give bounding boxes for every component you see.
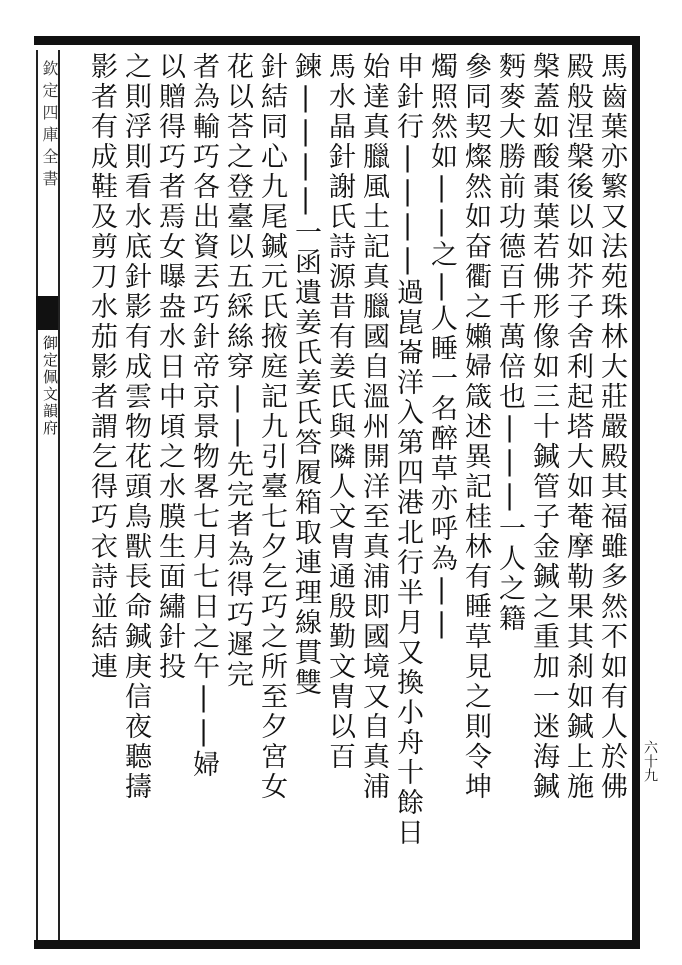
page-number: 六十九 bbox=[642, 740, 658, 782]
text-column: 始達真臘風土記真臘國自溫州開洋至真浦即國境又自真浦 bbox=[358, 52, 389, 802]
text-column: 馬齒葉亦繁又法苑珠林大莊嚴殿其福雖多然不如有人於佛 bbox=[596, 52, 627, 802]
text-column: 者為輸巧各出資丟巧針帝京景物畧七月七日之午||婦 bbox=[188, 52, 219, 780]
text-column: 之則浮則看水底針影有成雲物花頭鳥獸長命鍼庚信夜聽擣 bbox=[120, 52, 151, 802]
text-column: 以贈得巧者焉女曝盎水日中頃之水膜生面繡針投 bbox=[154, 52, 185, 682]
book-title: 御定佩文韻府 bbox=[41, 335, 59, 437]
text-column: 燭照然如||之|人睡一名醉草亦呼為|| bbox=[426, 52, 457, 642]
text-column: 槃蓋如酸棗葉若佛形像如三十鍼管子金鍼之重加一迷海鍼 bbox=[528, 52, 559, 802]
text-column: 殿般涅槃後以如芥子舍利起塔大如菴摩勒果其刹如鍼上施 bbox=[562, 52, 593, 802]
text-column: 鍊||||一函遺姜氏姜氏答履箱取連理線貫雙 bbox=[290, 52, 321, 698]
text-column: 針結同心九尾鍼元氏掖庭記九引臺七夕乞巧之所至夕宮女 bbox=[256, 52, 287, 802]
text-column: 影者有成鞋及剪刀水茄影者謂乞得巧衣詩並結連 bbox=[86, 52, 117, 682]
text-column: 花以荅之登臺以五綵絲穿||先完者為得巧遲完 bbox=[222, 52, 253, 690]
text-column: 申針行||||過崑崙洋入第四港北行半月又換小舟十餘日 bbox=[392, 52, 423, 848]
margin-block bbox=[36, 296, 58, 330]
text-column: 馬水晶針謝氏詩源昔有姜氏與隣人文胄通殷勤文胄以百 bbox=[324, 52, 355, 772]
margin-fragment: 欽定四庫全書 bbox=[40, 60, 59, 192]
text-column: 參同契燦然如奋衢之嬾婦箴述異記桂林有睡草見之則令坤 bbox=[460, 52, 491, 802]
text-column: 麪麥大勝前功德百千萬倍也|||一人之籍 bbox=[494, 52, 525, 634]
